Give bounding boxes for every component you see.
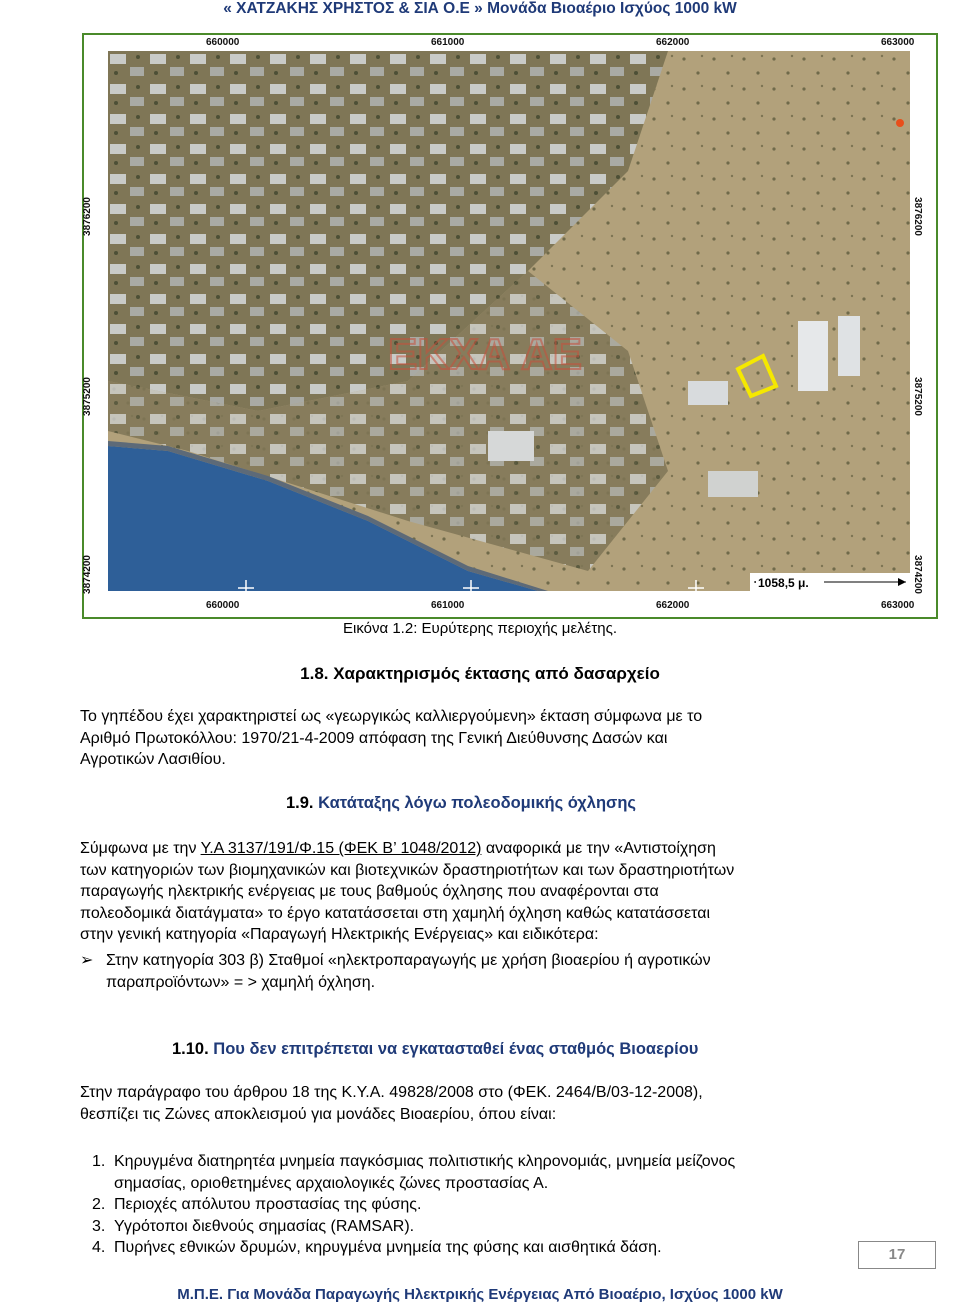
map-x-coord-top: 660000 <box>206 37 240 48</box>
map-x-coord-bottom: 661000 <box>431 600 465 611</box>
map-watermark: ΕΚΧΑ ΑΕ <box>388 330 582 379</box>
section-1-9-paragraph <box>80 838 880 946</box>
text-line: των κατηγοριών των βιομηχανικών και βιοτεχνικών δραστηριοτήτων και των δραστηριοτήτων <box>80 861 735 879</box>
list-item-number: 1. <box>92 1153 106 1170</box>
list-item-text: Πυρήνες εθνικών δρυμών, κηρυγμένα μνημεία της φύσης και αισθητικά δάση. <box>114 1239 662 1256</box>
list-item-number: 2. <box>92 1196 106 1213</box>
map-x-coord-top: 662000 <box>656 37 690 48</box>
map-x-coord-bottom: 660000 <box>206 600 240 611</box>
section-heading-1-8: 1.8. Χαρακτηρισμός έκτασης από δασαρχείο <box>300 664 660 683</box>
section-1-8-paragraph <box>80 706 880 771</box>
list-item <box>92 1194 892 1216</box>
intro-suffix: αναφορικά με την «Αντιστοίχηση <box>481 840 716 857</box>
section-number: 1.10. <box>172 1040 209 1058</box>
map-y-coord-right: 3876200 <box>911 197 923 236</box>
list-item-text: Περιοχές απόλυτου προστασίας της φύσης. <box>114 1196 422 1213</box>
list-item <box>92 1237 892 1259</box>
list-item-text: Υγρότοποι διεθνούς σημασίας (RAMSAR). <box>114 1217 415 1235</box>
list-item <box>92 1151 892 1194</box>
map-scale-label: 1058,5 μ. <box>758 576 809 590</box>
text-line: στην γενική κατηγορία «Παραγωγή Ηλεκτρικής Ενέργειας» και ειδικότερα: <box>80 926 599 943</box>
page-footer: Μ.Π.Ε. Για Μονάδα Παραγωγής Ηλεκτρικής Ενέργειας Από Βιοαέριο, Ισχύος 1000 kW <box>177 1286 783 1303</box>
arrow-bullet-icon: ➢ <box>80 952 94 969</box>
list-item <box>92 1216 892 1238</box>
section-title: Κατάταξης λόγω πολεοδομικής όχλησης <box>318 794 636 812</box>
satellite-image <box>108 51 910 591</box>
text-line: Αγροτικών Λασιθίου. <box>80 751 226 768</box>
list-item-text: σημασίας, οριοθετημένες αρχαιολογικές ζώνες προστασίας Α. <box>114 1174 549 1192</box>
text-line: Αριθμό Πρωτοκόλλου: 1970/21-4-2009 απόφαση της Γενική Διεύθυνσης Δασών και <box>80 729 668 747</box>
map-scale-bar <box>750 573 910 591</box>
map-y-coord-left: 3874200 <box>81 555 93 594</box>
map-x-coord-top: 663000 <box>881 37 915 48</box>
map-x-coord-bottom: 663000 <box>881 600 915 611</box>
figure-caption: Εικόνα 1.2: Ευρύτερης περιοχής μελέτης. <box>343 620 617 637</box>
section-title: Που δεν επιτρέπεται να εγκατασταθεί ένας σταθμός Βιοαερίου <box>213 1040 699 1058</box>
list-item-number: 4. <box>92 1239 106 1256</box>
section-heading-1-10 <box>172 1040 698 1059</box>
regulation-link[interactable]: Υ.Α 3137/191/Φ.15 (ΦΕΚ Β’ 1048/2012) <box>200 840 482 857</box>
text-line: Στην παράγραφο του άρθρου 18 της Κ.Υ.Α. 49828/2008 στο (ΦΕΚ. 2464/Β/03-12-2008), <box>80 1084 703 1101</box>
section-1-10-paragraph <box>80 1082 880 1125</box>
exclusion-zone-list <box>92 1151 892 1259</box>
map-y-coord-right: 3875200 <box>911 377 923 416</box>
section-number: 1.9. <box>286 794 314 812</box>
text-line <box>80 838 880 860</box>
text-line: πολεοδομικά διατάγματα» το έργο κατατάσσεται στη χαμηλή όχληση καθώς κατατάσσεται <box>80 904 711 922</box>
intro-prefix: Σύμφωνα με την <box>80 840 201 857</box>
map-x-coord-top: 661000 <box>431 37 465 48</box>
bullet-line: παραπροϊόντων» = > χαμηλή όχληση. <box>106 973 376 991</box>
section-heading-1-9 <box>286 794 636 813</box>
location-dot <box>896 119 904 127</box>
map-y-coord-left: 3875200 <box>81 377 93 416</box>
page-header: « ΧΑΤΖΑΚΗΣ ΧΡΗΣΤΟΣ & ΣΙΑ Ο.Ε » Μονάδα Βιοαέριο Ισχύος 1000 kW <box>223 0 737 17</box>
bullet-line: Στην κατηγορία 303 β) Σταθμοί «ηλεκτροπαραγωγής με χρήση βιοαερίου ή αγροτικών <box>106 952 711 969</box>
list-item-text: Κηρυγμένα διατηρητέα μνημεία παγκόσμιας πολιτιστικής κληρονομιάς, μνημεία μείζονος <box>114 1153 736 1170</box>
map-y-coord-left: 3876200 <box>81 197 93 236</box>
text-line: παραγωγής ηλεκτρικής ενέργειας με τους βαθμούς όχλησης που αναφέρονται στα <box>80 883 659 900</box>
text-line: Το γηπέδου έχει χαρακτηριστεί ως «γεωργικώς καλλιεργούμενη» έκταση σύμφωνα με το <box>80 708 703 725</box>
map-figure <box>82 33 938 619</box>
page-number: 17 <box>858 1241 936 1269</box>
map-x-coord-bottom: 662000 <box>656 600 690 611</box>
list-item-number: 3. <box>92 1217 106 1235</box>
bullet-item <box>80 950 880 993</box>
map-y-coord-right: 3874200 <box>911 555 923 594</box>
satellite-image-svg <box>108 51 910 591</box>
text-line: θεσπίζει τις Ζώνες αποκλεισμού για μονάδες Βιοαερίου, όπου είναι: <box>80 1105 557 1123</box>
